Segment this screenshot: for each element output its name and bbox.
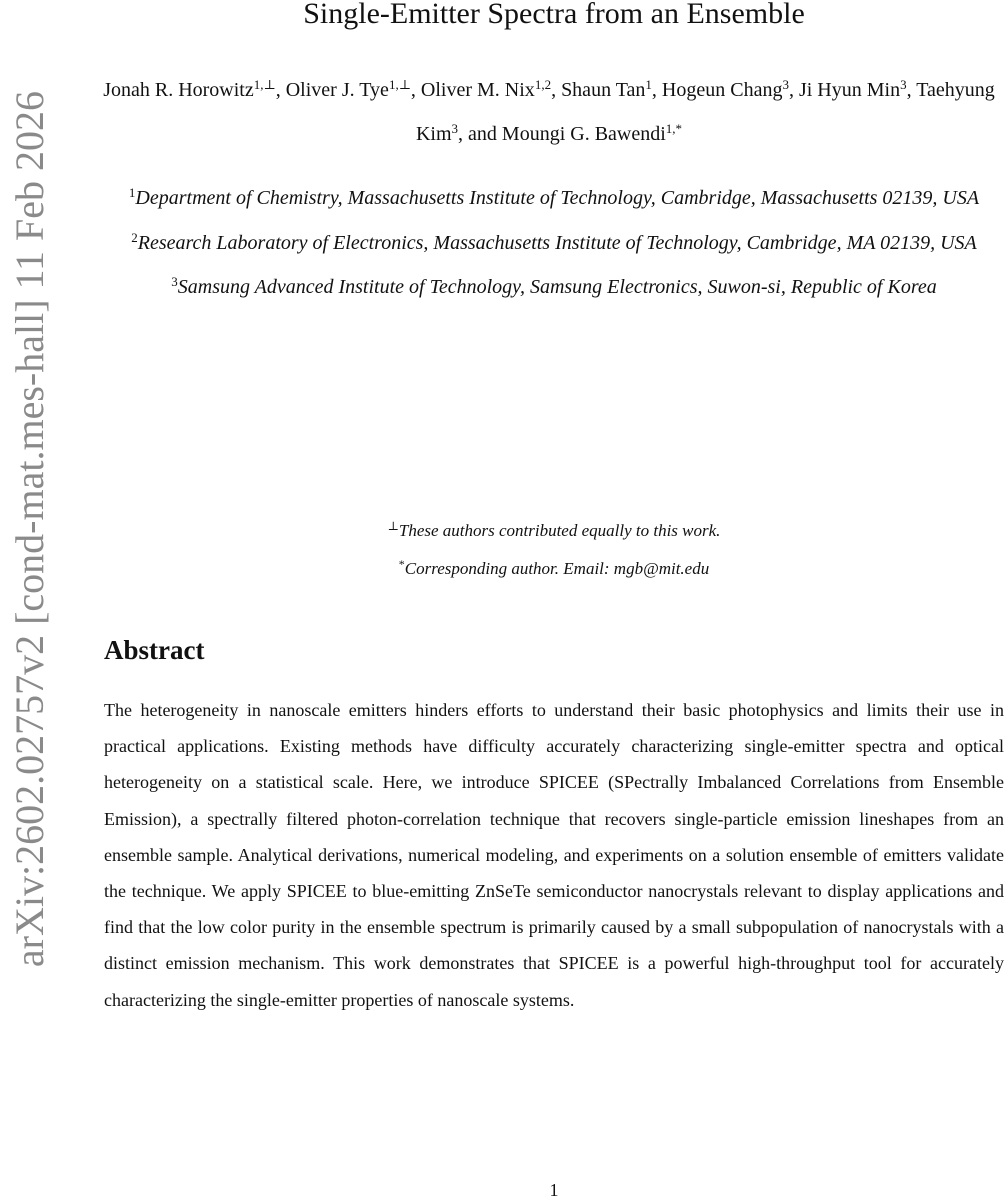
affiliation-marker: 1 [128, 185, 136, 200]
affiliation-text: Department of Chemistry, Massachusetts Institute of Technology, Cambridge, Massachusetts 02139, USA [135, 187, 980, 209]
equal-contribution-note [104, 512, 1004, 550]
note-text: These authors contributed equally to this work. [398, 521, 721, 540]
author-affiliation-marker: 3 [451, 121, 459, 136]
paper-title: Single-Emitter Spectra from an Ensemble [303, 0, 805, 30]
affiliation-text: Samsung Advanced Institute of Technology, Samsung Electronics, Suwon-si, Republic of Korea [177, 276, 937, 298]
arxiv-identifier-stamp: arXiv:2602.02757v2 [cond-mat.mes-hall] 11 Feb 2026 [7, 90, 52, 968]
abstract-body: The heterogeneity in nanoscale emitters hinders efforts to understand their basic photophysics and limits their use in practical applications. Existing methods have difficulty accurately characterizing single-emitter spectra and optical heterogeneity on a statistical scale. Here, we introduce SPICEE (SPectrally Imbalanced Correlations from Ensemble Emission), a spectrally filtered photon-correlation technique that recovers single-particle emission lineshapes from an ensemble sample. Analytical derivations, numerical modeling, and experiments on a solution ensemble of emitters validate the technique. We apply SPICEE to blue-emitting ZnSeTe semiconductor nanocrystals relevant to display applications and find that the low color purity in the ensemble spectrum is primarily caused by a small subpopulation of nanocrystals with a distinct emission mechanism. This work demonstrates that SPICEE is a powerful high-throughput tool for accurately characterizing the single-emitter properties of nanoscale systems. [104, 700, 1004, 1010]
note-text: Corresponding author. Email: mgb@mit.edu [404, 559, 710, 578]
note-marker: ⊥ [387, 519, 399, 533]
author: Moungi G. Bawendi [501, 123, 666, 145]
author-affiliation-marker: 1,⊥ [388, 77, 411, 92]
affiliation-3 [104, 265, 1004, 310]
author-affiliation-marker: 1,* [665, 121, 683, 136]
author: Jonah R. Horowitz [103, 79, 254, 101]
author: Ji Hyun Min [798, 79, 901, 101]
author-affiliation-marker: 1,2 [534, 77, 552, 92]
author: Oliver J. Tye [285, 79, 389, 101]
affiliation-marker: 2 [131, 229, 138, 245]
corresponding-author-note [104, 550, 1004, 588]
author-notes [104, 512, 1004, 588]
author: Taehyung Kim [415, 79, 995, 145]
author-conjunction: and [468, 123, 497, 145]
affiliation-marker: 3 [171, 274, 178, 289]
author-affiliation-marker: 3 [900, 77, 907, 92]
author: Shaun Tan [561, 79, 646, 101]
author-affiliation-marker: 3 [782, 77, 789, 92]
note-marker: * [398, 557, 405, 571]
abstract-heading: Abstract [104, 635, 205, 665]
author-affiliation-marker: 1,⊥ [253, 77, 276, 92]
page-number: 1 [549, 1180, 559, 1200]
author: Hogeun Chang [661, 79, 783, 101]
affiliation-text: Research Laboratory of Electronics, Massachusetts Institute of Technology, Cambridge, MA 02139, USA [137, 231, 977, 254]
author-list: Jonah R. Horowitz$^{1,\perp}$, Oliver J. Tye$^{1,\perp}$, Oliver M. Nix$^{1,2}$, Shaun Tan$^1$, Hogeun Chang$^3$, Ji Hyun Min$^3$, Taehyung Kim$^3$, and Moungi G. Bawendi$^{1,*}$ [103, 77, 995, 145]
author-affiliation-marker: 1 [645, 77, 652, 92]
affiliation-list [104, 176, 1004, 310]
author: Oliver M. Nix [420, 79, 535, 101]
affiliation-2 [104, 221, 1004, 266]
paper-page [104, 0, 1004, 1200]
affiliation-1 [104, 176, 1004, 221]
